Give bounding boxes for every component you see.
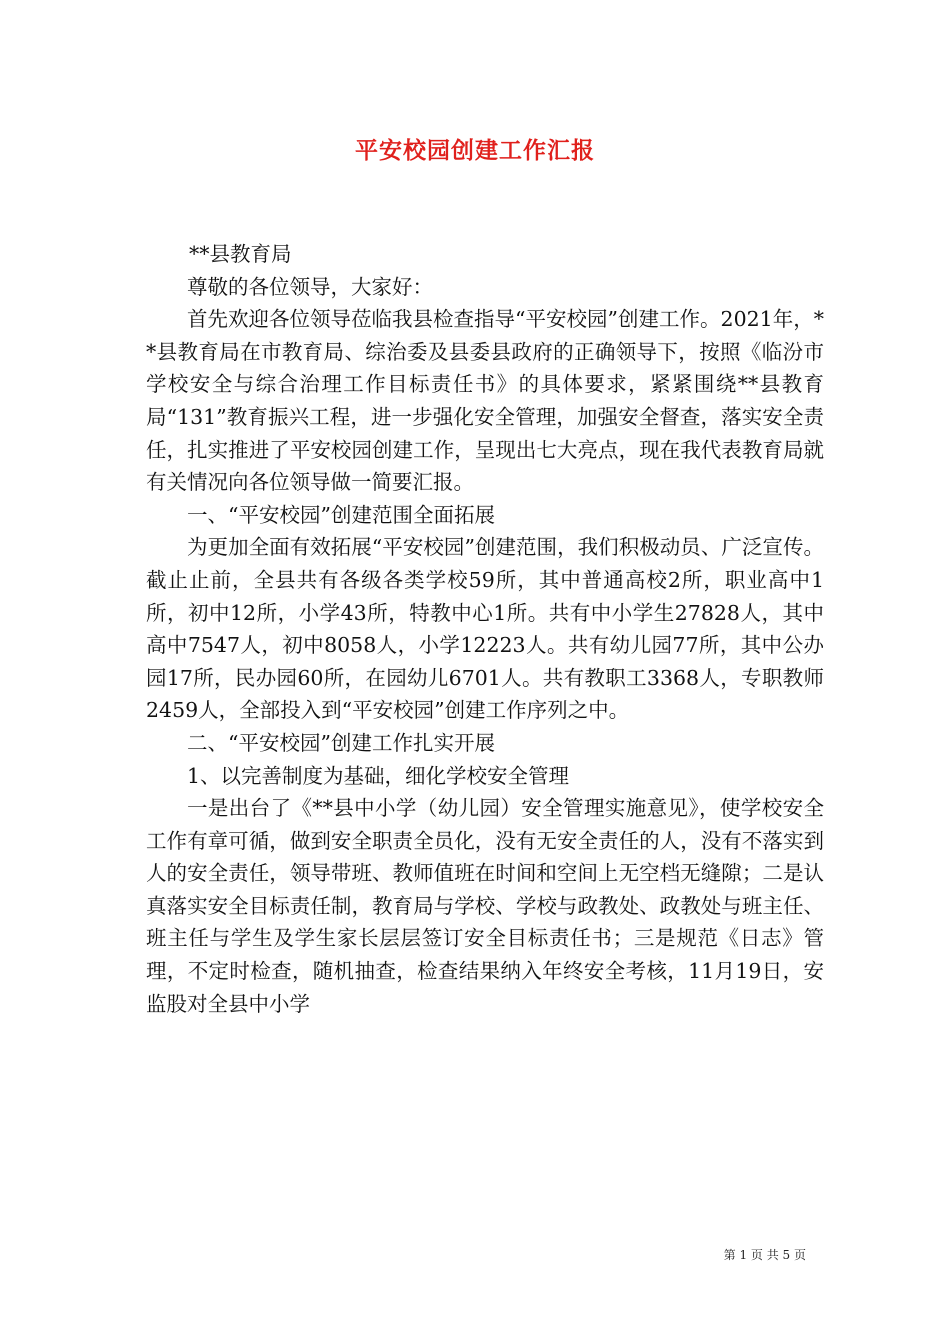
section-heading-1: 一、“平安校园”创建范围全面拓展 [187,502,495,527]
document-title: 平安校园创建工作汇报 [355,137,595,164]
document-body [146,238,824,1020]
paragraph-introduction: 首先欢迎各位领导莅临我县检查指导“平安校园”创建工作。2021年，**县教育局在市教育局、综治委及县委县政府的正确领导下，按照《临汾市学校安全与综合治理工作目标责任书》的具体要求，紧紧围绕**县教育局“131”教育振兴工程，进一步强化安全管理，加强安全督查，落实安全责任，扎实推进了平安校园创建工作，呈现出七大亮点，现在我代表教育局就有关情况向各位领导做一简要汇报。 [146,307,824,495]
paragraph-measures: 一是出台了《**县中小学（幼儿园）安全管理实施意见》，使学校安全工作有章可循，做到安全职责全员化，没有无安全责任的人，没有不落实到人的安全责任，领导带班、教师值班在时间和空间上无空档无缝隙；二是认真落实安全目标责任制，教育局与学校、学校与政教处、政教处与班主任、班主任与学生及学生家长层层签订安全目标责任书；三是规范《日志》管理，不定时检查，随机抽查，检查结果纳入年终安全考核，11月19日，安监股对全县中小学 [146,796,824,1016]
paragraph-scope: 为更加全面有效拓展“平安校园”创建范围，我们积极动员、广泛宣传。截止止前，全县共有各级各类学校59所，其中普通高校2所，职业高中1所，初中12所，小学43所，特教中心1所。共有中小学生27828人，其中高中7547人，初中8058人，小学12223人。共有幼儿园77所，其中公办园17所，民办园60所，在园幼儿6701人。共有教职工3368人，专职教师2459人，全部投入到“平安校园”创建工作序列之中。 [146,535,824,723]
section-heading-2: 二、“平安校园”创建工作扎实开展 [187,730,495,755]
subsection-heading-1: 1、以完善制度为基础，细化学校安全管理 [187,763,570,788]
page-number-footer: 第 1 页 共 5 页 [723,1248,806,1262]
paragraph-organization: **县教育局 [189,242,292,266]
paragraph-greeting: 尊敬的各位领导，大家好： [187,274,433,299]
